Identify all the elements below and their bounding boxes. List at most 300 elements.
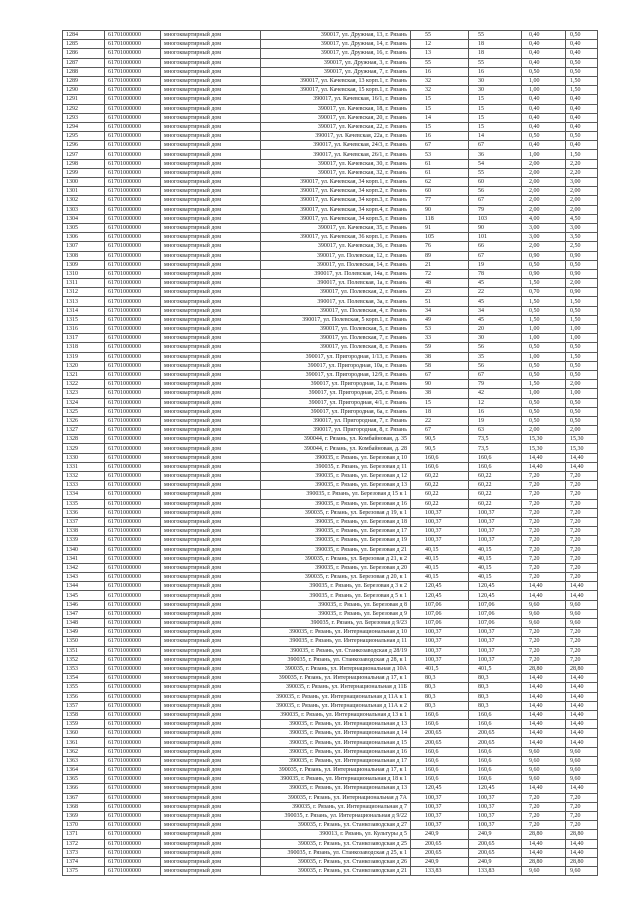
value-2-cell: 80,3 — [469, 674, 522, 683]
address-cell: 390017, ул. Дружная, 14, г. Рязань — [261, 40, 411, 49]
building-type-cell: многоквартирный дом — [161, 279, 261, 288]
code-cell: 61701000000 — [105, 554, 161, 563]
code-cell: 61701000000 — [105, 609, 161, 618]
value-2-cell: 42 — [469, 389, 522, 398]
address-cell: 390035, г. Рязань, ул. Интернациональная д 13 — [261, 720, 411, 729]
building-type-cell: многоквартирный дом — [161, 664, 261, 673]
value-3-cell: 2,00 — [522, 168, 566, 177]
row-number-cell: 1292 — [63, 104, 105, 113]
value-4-cell: 7,20 — [566, 563, 598, 572]
building-type-cell: многоквартирный дом — [161, 775, 261, 784]
building-type-cell: многоквартирный дом — [161, 122, 261, 131]
value-1-cell: 15 — [411, 104, 469, 113]
value-1-cell: 89 — [411, 251, 469, 260]
code-cell: 61701000000 — [105, 76, 161, 85]
value-4-cell: 9,60 — [566, 600, 598, 609]
code-cell: 61701000000 — [105, 729, 161, 738]
address-cell: 390017, ул. Полевская, 3а, г. Рязань — [261, 297, 411, 306]
row-number-cell: 1357 — [63, 701, 105, 710]
building-type-cell: многоквартирный дом — [161, 600, 261, 609]
value-1-cell: 61 — [411, 168, 469, 177]
address-cell: 390035, г. Рязань, ул. Станкозаводская д 28, к 1 — [261, 655, 411, 664]
value-3-cell: 14,40 — [522, 729, 566, 738]
value-3-cell: 0,90 — [522, 251, 566, 260]
value-1-cell: 53 — [411, 150, 469, 159]
value-1-cell: 100,37 — [411, 517, 469, 526]
building-type-cell: многоквартирный дом — [161, 416, 261, 425]
value-4-cell: 0,40 — [566, 40, 598, 49]
value-4-cell: 0,50 — [566, 67, 598, 76]
building-type-cell: многоквартирный дом — [161, 646, 261, 655]
value-4-cell: 1,50 — [566, 297, 598, 306]
code-cell: 61701000000 — [105, 839, 161, 848]
row-number-cell: 1325 — [63, 407, 105, 416]
table-row — [63, 517, 598, 526]
address-cell: 390044, г. Рязань, ул. Комбайновая, д. 35 — [261, 435, 411, 444]
table-row — [63, 582, 598, 591]
value-2-cell: 79 — [469, 380, 522, 389]
value-2-cell: 200,65 — [469, 839, 522, 848]
value-4-cell: 2,00 — [566, 279, 598, 288]
building-type-cell: многоквартирный дом — [161, 710, 261, 719]
value-2-cell: 40,15 — [469, 573, 522, 582]
row-number-cell: 1307 — [63, 242, 105, 251]
table-row — [63, 325, 598, 334]
address-cell: 390035, г. Рязань, ул. Интернациональная д 14 — [261, 729, 411, 738]
code-cell: 61701000000 — [105, 545, 161, 554]
value-1-cell: 32 — [411, 86, 469, 95]
code-cell: 61701000000 — [105, 67, 161, 76]
value-4-cell: 0,50 — [566, 260, 598, 269]
table-row — [63, 223, 598, 232]
value-1-cell: 55 — [411, 31, 469, 40]
address-cell: 390035, г. Рязань, ул. Березовая д 11 — [261, 462, 411, 471]
row-number-cell: 1309 — [63, 260, 105, 269]
building-type-cell: многоквартирный дом — [161, 113, 261, 122]
table-row — [63, 444, 598, 453]
code-cell: 61701000000 — [105, 334, 161, 343]
value-1-cell: 15 — [411, 95, 469, 104]
address-cell: 390017, ул. Полевская, 14а, г. Рязань — [261, 269, 411, 278]
value-2-cell: 66 — [469, 242, 522, 251]
value-1-cell: 67 — [411, 141, 469, 150]
value-1-cell: 90 — [411, 380, 469, 389]
row-number-cell: 1373 — [63, 848, 105, 857]
value-2-cell: 73,5 — [469, 444, 522, 453]
value-1-cell: 100,37 — [411, 536, 469, 545]
building-type-cell: многоквартирный дом — [161, 499, 261, 508]
value-2-cell: 100,37 — [469, 821, 522, 830]
row-number-cell: 1319 — [63, 352, 105, 361]
value-3-cell: 0,70 — [522, 288, 566, 297]
value-1-cell: 40,15 — [411, 554, 469, 563]
table-row — [63, 591, 598, 600]
address-cell: 390035, г. Рязань, ул. Интернациональная д 10А — [261, 664, 411, 673]
address-cell: 390035, г. Рязань, ул. Березовая д 17 — [261, 527, 411, 536]
address-cell: 390017, ул. Пригородная, 4/1, г. Рязань — [261, 398, 411, 407]
value-2-cell: 19 — [469, 260, 522, 269]
table-body — [63, 31, 598, 876]
value-3-cell: 7,20 — [522, 793, 566, 802]
value-1-cell: 100,37 — [411, 637, 469, 646]
value-2-cell: 160,6 — [469, 747, 522, 756]
building-type-cell: многоквартирный дом — [161, 242, 261, 251]
code-cell: 61701000000 — [105, 159, 161, 168]
row-number-cell: 1306 — [63, 233, 105, 242]
value-4-cell: 14,40 — [566, 591, 598, 600]
building-type-cell: многоквартирный дом — [161, 86, 261, 95]
value-1-cell: 72 — [411, 269, 469, 278]
address-cell: 390017, ул. Качевская, 24/3, г. Рязань — [261, 141, 411, 150]
row-number-cell: 1308 — [63, 251, 105, 260]
table-row — [63, 545, 598, 554]
value-3-cell: 9,60 — [522, 867, 566, 876]
value-4-cell: 0,90 — [566, 288, 598, 297]
value-1-cell: 120,45 — [411, 591, 469, 600]
code-cell: 61701000000 — [105, 462, 161, 471]
value-4-cell: 14,40 — [566, 839, 598, 848]
code-cell: 61701000000 — [105, 49, 161, 58]
row-number-cell: 1363 — [63, 756, 105, 765]
value-3-cell: 14,40 — [522, 839, 566, 848]
address-cell: 390035, г. Рязань, ул. Березовая д 19 — [261, 536, 411, 545]
value-1-cell: 133,83 — [411, 867, 469, 876]
value-1-cell: 62 — [411, 178, 469, 187]
value-4-cell: 4,50 — [566, 214, 598, 223]
address-cell: 390017, ул. Качевская, 32, г. Рязань — [261, 168, 411, 177]
row-number-cell: 1339 — [63, 536, 105, 545]
building-type-cell: многоквартирный дом — [161, 168, 261, 177]
row-number-cell: 1316 — [63, 325, 105, 334]
address-cell: 390017, ул. Качевская, 34 корп.4, г. Рязань — [261, 205, 411, 214]
table-row — [63, 508, 598, 517]
value-4-cell: 14,40 — [566, 848, 598, 857]
address-cell: 390035, г. Рязань, ул. Интернациональная д 15 — [261, 738, 411, 747]
value-2-cell: 103 — [469, 214, 522, 223]
row-number-cell: 1300 — [63, 178, 105, 187]
code-cell: 61701000000 — [105, 499, 161, 508]
address-cell: 390044, г. Рязань, ул. Комбайновая, д. 28 — [261, 444, 411, 453]
row-number-cell: 1323 — [63, 389, 105, 398]
building-type-cell: многоквартирный дом — [161, 196, 261, 205]
value-3-cell: 7,20 — [522, 811, 566, 820]
value-4-cell: 15,30 — [566, 444, 598, 453]
value-1-cell: 13 — [411, 49, 469, 58]
code-cell: 61701000000 — [105, 628, 161, 637]
value-3-cell: 14,40 — [522, 582, 566, 591]
value-3-cell: 0,40 — [522, 58, 566, 67]
value-3-cell: 14,40 — [522, 701, 566, 710]
table-row — [63, 150, 598, 159]
value-4-cell: 9,60 — [566, 609, 598, 618]
table-row — [63, 683, 598, 692]
value-1-cell: 160,6 — [411, 766, 469, 775]
table-row — [63, 233, 598, 242]
code-cell: 61701000000 — [105, 701, 161, 710]
value-2-cell: 100,37 — [469, 637, 522, 646]
value-4-cell: 9,60 — [566, 747, 598, 756]
building-type-cell: многоквартирный дом — [161, 811, 261, 820]
table-row — [63, 573, 598, 582]
value-2-cell: 100,37 — [469, 536, 522, 545]
building-type-cell: многоквартирный дом — [161, 609, 261, 618]
value-1-cell: 100,37 — [411, 793, 469, 802]
table-row — [63, 260, 598, 269]
address-cell: 390035, г. Рязань, ул. Интернациональная д 18 к 1 — [261, 775, 411, 784]
building-type-cell: многоквартирный дом — [161, 435, 261, 444]
value-3-cell: 28,80 — [522, 857, 566, 866]
value-1-cell: 60,22 — [411, 481, 469, 490]
value-1-cell: 90,5 — [411, 444, 469, 453]
row-number-cell: 1293 — [63, 113, 105, 122]
code-cell: 61701000000 — [105, 168, 161, 177]
value-2-cell: 56 — [469, 187, 522, 196]
value-1-cell: 240,9 — [411, 857, 469, 866]
value-3-cell: 1,00 — [522, 86, 566, 95]
row-number-cell: 1324 — [63, 398, 105, 407]
address-cell: 390017, ул. Качевская, 34 корп.5, г. Рязань — [261, 214, 411, 223]
value-4-cell: 7,20 — [566, 628, 598, 637]
row-number-cell: 1340 — [63, 545, 105, 554]
table-row — [63, 251, 598, 260]
code-cell: 61701000000 — [105, 86, 161, 95]
table-row — [63, 31, 598, 40]
value-2-cell: 120,45 — [469, 591, 522, 600]
row-number-cell: 1328 — [63, 435, 105, 444]
address-cell: 390017, ул. Пригородная, 8, г. Рязань — [261, 426, 411, 435]
row-number-cell: 1318 — [63, 343, 105, 352]
value-3-cell: 0,40 — [522, 49, 566, 58]
value-4-cell: 0,50 — [566, 416, 598, 425]
code-cell: 61701000000 — [105, 674, 161, 683]
value-4-cell: 7,20 — [566, 545, 598, 554]
code-cell: 61701000000 — [105, 775, 161, 784]
row-number-cell: 1343 — [63, 573, 105, 582]
code-cell: 61701000000 — [105, 426, 161, 435]
value-3-cell: 7,20 — [522, 554, 566, 563]
row-number-cell: 1321 — [63, 370, 105, 379]
building-type-cell: многоквартирный дом — [161, 325, 261, 334]
value-1-cell: 67 — [411, 426, 469, 435]
value-2-cell: 79 — [469, 205, 522, 214]
value-3-cell: 14,40 — [522, 453, 566, 462]
value-3-cell: 2,00 — [522, 178, 566, 187]
value-2-cell: 34 — [469, 306, 522, 315]
value-4-cell: 14,40 — [566, 692, 598, 701]
value-1-cell: 60,22 — [411, 499, 469, 508]
code-cell: 61701000000 — [105, 683, 161, 692]
value-3-cell: 9,60 — [522, 756, 566, 765]
value-2-cell: 63 — [469, 426, 522, 435]
value-1-cell: 80,3 — [411, 683, 469, 692]
value-3-cell: 0,50 — [522, 416, 566, 425]
value-1-cell: 34 — [411, 306, 469, 315]
row-number-cell: 1303 — [63, 205, 105, 214]
code-cell: 61701000000 — [105, 573, 161, 582]
value-2-cell: 30 — [469, 334, 522, 343]
value-2-cell: 67 — [469, 370, 522, 379]
value-2-cell: 60,22 — [469, 472, 522, 481]
code-cell: 61701000000 — [105, 472, 161, 481]
value-1-cell: 60,22 — [411, 490, 469, 499]
value-2-cell: 100,37 — [469, 802, 522, 811]
address-cell: 390017, ул. Полевская, 14, г. Рязань — [261, 260, 411, 269]
value-3-cell: 1,00 — [522, 150, 566, 159]
code-cell: 61701000000 — [105, 380, 161, 389]
table-row — [63, 334, 598, 343]
value-1-cell: 401,5 — [411, 664, 469, 673]
value-1-cell: 12 — [411, 40, 469, 49]
value-3-cell: 0,40 — [522, 122, 566, 131]
value-1-cell: 80,3 — [411, 701, 469, 710]
value-1-cell: 100,37 — [411, 802, 469, 811]
value-2-cell: 54 — [469, 159, 522, 168]
building-type-cell: многоквартирный дом — [161, 453, 261, 462]
address-cell: 390035, г. Рязань, ул. Интернациональная д 17, к 1 — [261, 674, 411, 683]
value-3-cell: 1,50 — [522, 380, 566, 389]
code-cell: 61701000000 — [105, 857, 161, 866]
value-2-cell: 78 — [469, 269, 522, 278]
value-1-cell: 15 — [411, 122, 469, 131]
building-type-cell: многоквартирный дом — [161, 132, 261, 141]
table-row — [63, 76, 598, 85]
code-cell: 61701000000 — [105, 536, 161, 545]
value-4-cell: 7,20 — [566, 646, 598, 655]
row-number-cell: 1288 — [63, 67, 105, 76]
address-cell: 390035, г. Рязань, ул. Березовая д 21 — [261, 545, 411, 554]
value-1-cell: 200,65 — [411, 848, 469, 857]
row-number-cell: 1341 — [63, 554, 105, 563]
value-2-cell: 107,06 — [469, 609, 522, 618]
address-cell: 390017, ул. Полевская, 4, г. Рязань — [261, 306, 411, 315]
address-cell: 390017, ул. Пригородная, 1а, г. Рязань — [261, 380, 411, 389]
row-number-cell: 1354 — [63, 674, 105, 683]
building-type-cell: многоквартирный дом — [161, 187, 261, 196]
value-4-cell: 9,60 — [566, 756, 598, 765]
value-3-cell: 7,20 — [522, 545, 566, 554]
address-cell: 390017, ул. Дружная, 3, г. Рязань — [261, 58, 411, 67]
row-number-cell: 1342 — [63, 563, 105, 572]
address-cell: 390017, ул. Полевская, 2, г. Рязань — [261, 288, 411, 297]
value-2-cell: 120,45 — [469, 784, 522, 793]
building-type-cell: многоквартирный дом — [161, 104, 261, 113]
value-3-cell: 2,00 — [522, 159, 566, 168]
table-row — [63, 315, 598, 324]
building-type-cell: многоквартирный дом — [161, 58, 261, 67]
code-cell: 61701000000 — [105, 821, 161, 830]
value-2-cell: 18 — [469, 49, 522, 58]
value-2-cell: 30 — [469, 76, 522, 85]
address-cell: 390035, г. Рязань, ул. Интернациональная д 13 — [261, 784, 411, 793]
value-3-cell: 2,00 — [522, 205, 566, 214]
value-1-cell: 160,6 — [411, 710, 469, 719]
address-cell: 390017, ул. Пригородная, 1/13, г. Рязань — [261, 352, 411, 361]
value-1-cell: 160,6 — [411, 775, 469, 784]
value-1-cell: 107,06 — [411, 609, 469, 618]
value-1-cell: 21 — [411, 260, 469, 269]
value-3-cell: 7,20 — [522, 499, 566, 508]
value-4-cell: 14,40 — [566, 683, 598, 692]
value-1-cell: 118 — [411, 214, 469, 223]
value-2-cell: 67 — [469, 251, 522, 260]
building-type-cell: многоквартирный дом — [161, 720, 261, 729]
code-cell: 61701000000 — [105, 288, 161, 297]
value-2-cell: 36 — [469, 150, 522, 159]
row-number-cell: 1336 — [63, 508, 105, 517]
row-number-cell: 1370 — [63, 821, 105, 830]
address-cell: 390017, ул. Качевская, 34 корп.2, г. Рязань — [261, 187, 411, 196]
value-4-cell: 14,40 — [566, 720, 598, 729]
building-type-cell: многоквартирный дом — [161, 370, 261, 379]
building-type-cell: многоквартирный дом — [161, 31, 261, 40]
table-row — [63, 756, 598, 765]
row-number-cell: 1344 — [63, 582, 105, 591]
value-3-cell: 1,50 — [522, 315, 566, 324]
value-4-cell: 7,20 — [566, 481, 598, 490]
table-row — [63, 499, 598, 508]
address-cell: 390035, г. Рязань, ул. Станкозаводская д 25 — [261, 839, 411, 848]
code-cell: 61701000000 — [105, 113, 161, 122]
value-4-cell: 1,50 — [566, 150, 598, 159]
value-3-cell: 1,00 — [522, 334, 566, 343]
row-number-cell: 1360 — [63, 729, 105, 738]
table-row — [63, 168, 598, 177]
building-type-cell: многоквартирный дом — [161, 821, 261, 830]
value-2-cell: 101 — [469, 233, 522, 242]
value-3-cell: 15,30 — [522, 435, 566, 444]
row-number-cell: 1362 — [63, 747, 105, 756]
value-1-cell: 160,6 — [411, 462, 469, 471]
code-cell: 61701000000 — [105, 361, 161, 370]
address-cell: 390035, г. Рязань, ул. Станкозаводская д 25, к 1 — [261, 848, 411, 857]
building-type-cell: многоквартирный дом — [161, 361, 261, 370]
code-cell: 61701000000 — [105, 407, 161, 416]
code-cell: 61701000000 — [105, 150, 161, 159]
address-cell: 390017, ул. Дружная, 13, г. Рязань — [261, 31, 411, 40]
value-1-cell: 67 — [411, 370, 469, 379]
address-cell: 390035, г. Рязань, ул. Интернациональная д 13 к 1 — [261, 710, 411, 719]
value-4-cell: 7,20 — [566, 536, 598, 545]
code-cell: 61701000000 — [105, 196, 161, 205]
value-3-cell: 14,40 — [522, 692, 566, 701]
value-1-cell: 40,15 — [411, 545, 469, 554]
address-cell: 390017, ул. Качевская, 30, г. Рязань — [261, 159, 411, 168]
table-row — [63, 674, 598, 683]
table-row — [63, 416, 598, 425]
row-number-cell: 1352 — [63, 655, 105, 664]
table-row — [63, 95, 598, 104]
table-row — [63, 306, 598, 315]
building-type-cell: многоквартирный дом — [161, 398, 261, 407]
code-cell: 61701000000 — [105, 370, 161, 379]
code-cell: 61701000000 — [105, 178, 161, 187]
value-3-cell: 14,40 — [522, 591, 566, 600]
code-cell: 61701000000 — [105, 214, 161, 223]
code-cell: 61701000000 — [105, 766, 161, 775]
value-3-cell: 7,20 — [522, 472, 566, 481]
building-type-cell: многоквартирный дом — [161, 591, 261, 600]
table-row — [63, 389, 598, 398]
value-3-cell: 9,60 — [522, 600, 566, 609]
table-row — [63, 426, 598, 435]
table-row — [63, 435, 598, 444]
table-row — [63, 811, 598, 820]
row-number-cell: 1305 — [63, 223, 105, 232]
address-cell: 390035, г. Рязань, ул. Березовая д 10 — [261, 453, 411, 462]
code-cell: 61701000000 — [105, 710, 161, 719]
value-4-cell: 1,00 — [566, 325, 598, 334]
building-type-cell: многоквартирный дом — [161, 269, 261, 278]
